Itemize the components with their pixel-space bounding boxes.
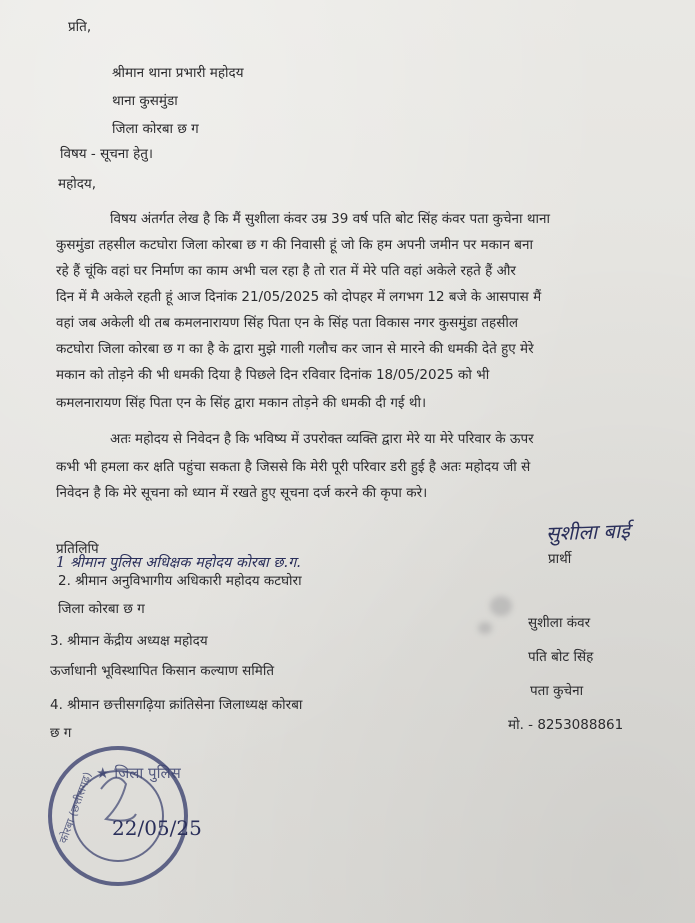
address-line-2: थाना कुसमुंडा (112, 93, 178, 109)
copy-item-1-handwritten: 1 श्रीमान पुलिस अधिक्षक महोदय कोरबा छ.ग. (56, 555, 301, 571)
body-line: रहे हैं चूंकि वहां घर निर्माण का काम अभी चल रहा है तो रात में मेरे पति वहां अकेले रहते हैं और (56, 263, 516, 279)
salutation: महोदय, (58, 176, 97, 192)
stamp-text-left: कोरबा (छत्तीसगढ़) (56, 770, 95, 846)
body-line: विषय अंतर्गत लेख है कि मैं सुशीला कंवर उम्र 39 वर्ष पति बोट सिंह कंवर पता कुचेना थाना (110, 211, 550, 227)
body-line: वहां जब अकेली थी तब कमलनारायण सिंह पिता एन के सिंह पता विकास नगर कुसमुंडा तहसील (56, 315, 518, 331)
ink-smudge (478, 622, 492, 634)
body-line: कभी भी हमला कर क्षति पहुंचा सकता है जिससे कि मेरी पूरी परिवार डरी हुई है अतः महोदय जी से (56, 459, 531, 475)
body-line: मकान को तोड़ने की भी धमकी दिया है पिछले दिन रविवार दिनांक 18/05/2025 को भी (56, 367, 490, 383)
stamp-text-top: ★ जिला पुलिस (96, 764, 181, 782)
body-line: अतः महोदय से निवेदन है कि भविष्य में उपरोक्त व्यक्ति द्वारा मेरे या मेरे परिवार के ऊपर (110, 431, 534, 447)
copy-item-4: 4. श्रीमान छत्तीसगढ़िया क्रांतिसेना जिलाध्यक्ष कोरबा (50, 697, 303, 713)
copy-item-3-org: ऊर्जाधानी भूविस्थापित किसान कल्याण समिति (50, 663, 275, 679)
subject-line: विषय - सूचना हेतु। (60, 146, 154, 162)
address-line-3: जिला कोरबा छ ग (112, 121, 199, 137)
sender-husband: पति बोट सिंह (528, 649, 594, 665)
applicant-label: प्रार्थी (548, 551, 572, 567)
sender-name: सुशीला कंवर (528, 615, 591, 631)
body-line: कुसमुंडा तहसील कटघोरा जिला कोरबा छ ग की निवासी हूं जो कि हम अपनी जमीन पर मकान बना (56, 237, 533, 253)
body-line: निवेदन है कि मेरे सूचना को ध्यान में रखते हुए सूचना दर्ज करने की कृपा करे। (56, 485, 428, 501)
body-line: कमलनारायण सिंह पिता एन के सिंह द्वारा मकान तोड़ने की धमकी दी गई थी। (56, 395, 427, 411)
copy-item-3: 3. श्रीमान केंद्रीय अध्यक्ष महोदय (50, 633, 208, 649)
copy-label: प्रतिलिपि (56, 541, 99, 557)
stamp-date-handwritten: 22/05/25 (112, 816, 202, 840)
copy-item-2: 2. श्रीमान अनुविभागीय अधिकारी महोदय कटघोरा (58, 573, 302, 589)
copy-item-2-district: जिला कोरबा छ ग (58, 601, 145, 617)
body-line: कटघोरा जिला कोरबा छ ग का है के द्वारा मुझे गाली गलौच कर जान से मारने की धमकी देते हुए मेरे (56, 341, 534, 357)
sender-mobile: मो. - 8253088861 (508, 717, 624, 733)
address-line-1: श्रीमान थाना प्रभारी महोदय (112, 65, 244, 81)
to-label: प्रति, (68, 19, 92, 35)
body-line: दिन में मै अकेले रहती हूं आज दिनांक 21/05/2025 को दोपहर में लगभग 12 बजे के आसपास मैं (56, 289, 542, 305)
copy-item-4-state: छ ग (50, 725, 72, 741)
ink-smudge (490, 596, 512, 616)
sender-address: पता कुचेना (530, 683, 584, 699)
handwritten-signature: सुशीला बाई (545, 518, 631, 546)
